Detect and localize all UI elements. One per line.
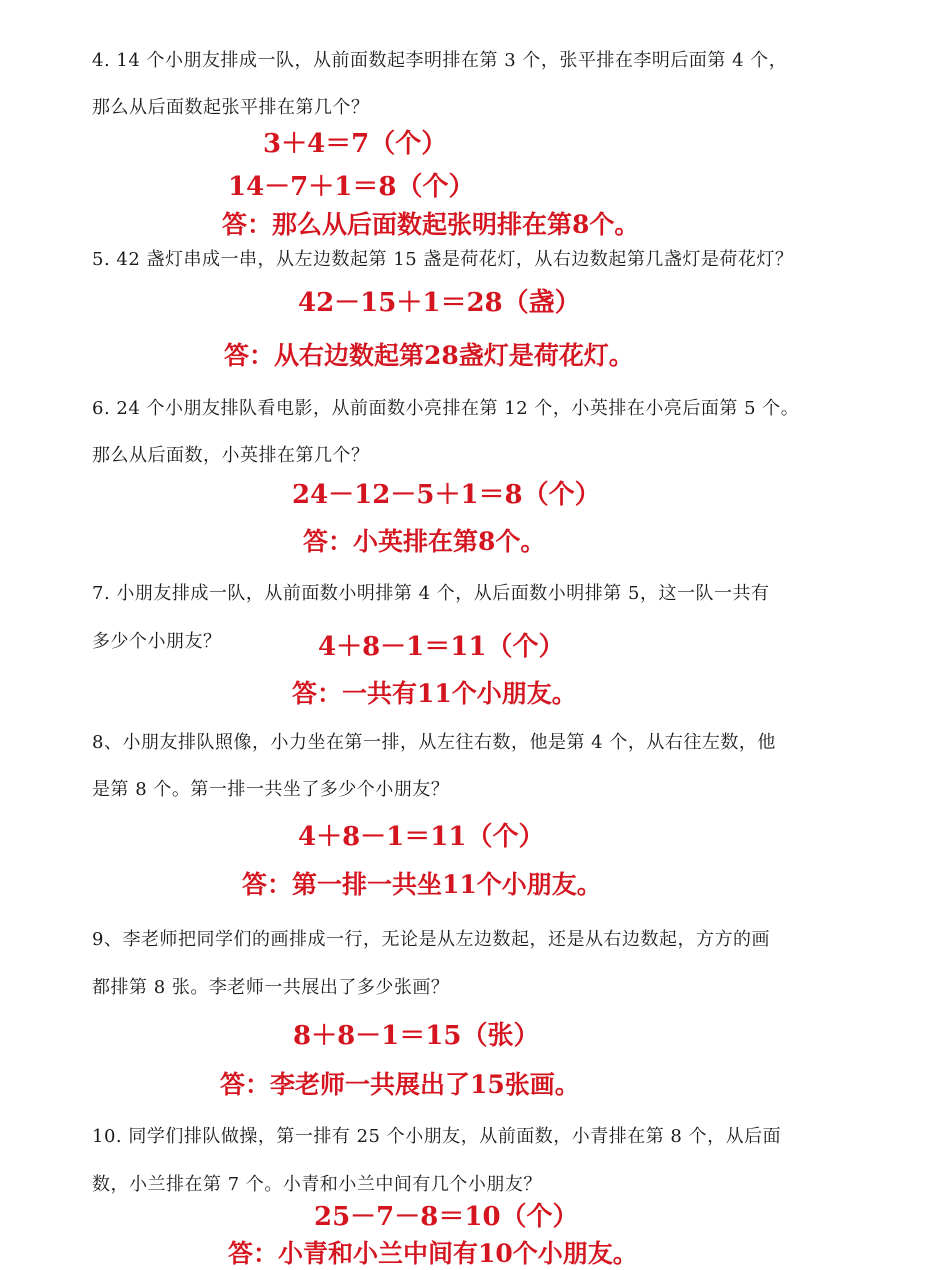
problem-8-question-line-1: 8、小朋友排队照像，小力坐在第一排，从左往右数，他是第 4 个，从右往左数，他 xyxy=(92,732,776,753)
problem-9-question-line-2: 都排第 8 张。李老师一共展出了多少张画？ xyxy=(92,977,450,998)
problem-8-answer: 答：第一排一共坐11个小朋友。 xyxy=(242,870,602,899)
problem-6-equation-1: 24－12－5＋1＝8（个） xyxy=(292,480,601,510)
problem-4-answer: 答：那么从后面数起张明排在第8个。 xyxy=(222,210,640,239)
problem-10-question-line-2: 数，小兰排在第 7 个。小青和小兰中间有几个小朋友？ xyxy=(92,1174,542,1195)
problem-9-equation-1: 8＋8－1＝15（张） xyxy=(293,1021,540,1051)
problem-6-question-line-2: 那么从后面数，小英排在第几个？ xyxy=(92,445,370,466)
problem-4-equation-2: 14－7＋1＝8（个） xyxy=(228,172,475,202)
problem-4-equation-1: 3＋4＝7（个） xyxy=(263,129,448,159)
problem-5-answer: 答：从右边数起第28盏灯是荷花灯。 xyxy=(224,341,634,370)
problem-7-answer: 答：一共有11个小朋友。 xyxy=(292,679,577,708)
problem-7-question-line-1: 7. 小朋友排成一队，从前面数小明排第 4 个，从后面数小明排第 5，这一队一共有 xyxy=(92,583,770,604)
problem-6-question-line-1: 6. 24 个小朋友排队看电影，从前面数小亮排在第 12 个，小英排在小亮后面第 5 个。 xyxy=(92,398,800,419)
problem-5-question-line-1: 5. 42 盏灯串成一串，从左边数起第 15 盏是荷花灯，从右边数起第几盏灯是荷花灯？ xyxy=(92,249,794,270)
problem-9-answer: 答：李老师一共展出了15张画。 xyxy=(220,1070,580,1099)
problem-4-question-line-1: 4. 14 个小朋友排成一队，从前面数起李明排在第 3 个，张平排在李明后面第 4 个， xyxy=(92,50,788,71)
problem-5-equation-1: 42－15＋1＝28（盏） xyxy=(298,288,581,318)
problem-10-answer: 答：小青和小兰中间有10个小朋友。 xyxy=(228,1239,638,1268)
problem-4-question-line-2: 那么从后面数起张平排在第几个？ xyxy=(92,97,370,118)
problem-10-question-line-1: 10. 同学们排队做操，第一排有 25 个小朋友，从前面数，小青排在第 8 个，从后面 xyxy=(92,1126,782,1147)
problem-7-equation-1: 4＋8－1＝11（个） xyxy=(318,632,565,662)
problem-6-answer: 答：小英排在第8个。 xyxy=(303,527,546,556)
problem-8-question-line-2: 是第 8 个。第一排一共坐了多少个小朋友？ xyxy=(92,779,450,800)
problem-8-equation-1: 4＋8－1＝11（个） xyxy=(298,822,545,852)
problem-9-question-line-1: 9、李老师把同学们的画排成一行，无论是从左边数起，还是从右边数起，方方的画 xyxy=(92,929,770,950)
problem-7-question-line-2: 多少个小朋友？ xyxy=(92,631,222,652)
problem-10-equation-1: 25－7－8＝10（个） xyxy=(314,1202,579,1232)
